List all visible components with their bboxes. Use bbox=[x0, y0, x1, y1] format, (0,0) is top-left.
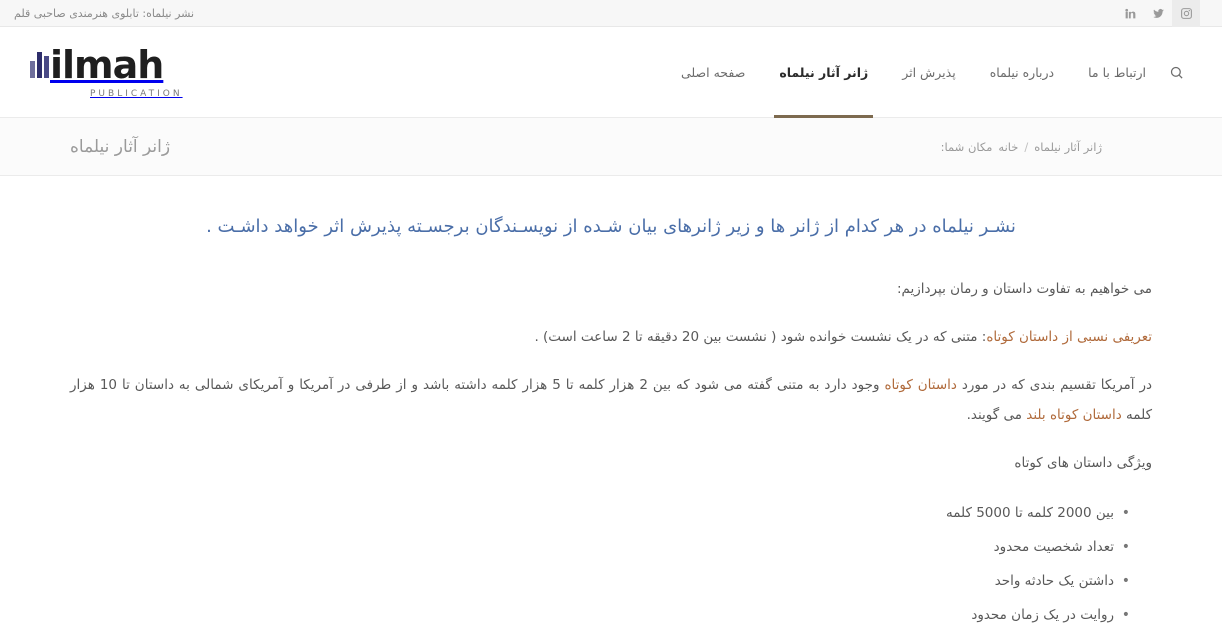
breadcrumb-separator: / bbox=[1024, 139, 1029, 154]
nav-item-submission[interactable]: پذیرش اثر bbox=[902, 64, 956, 80]
list-item: • تعداد شخصیت محدود bbox=[70, 530, 1130, 564]
features-heading: ویژگی داستان های کوتاه bbox=[1014, 455, 1152, 471]
site-logo[interactable] bbox=[30, 42, 283, 99]
list-item: • بین 2000 کلمه تا 5000 کلمه bbox=[70, 496, 1130, 530]
short-story-definition-highlight: تعریفی نسبی از داستان کوتاه bbox=[986, 329, 1152, 345]
nav-item-home[interactable]: صفحه اصلی bbox=[680, 64, 746, 80]
lead-paragraph: نشـر نیلماه در هر کدام از ژانر ها و زیر ژانرهای بیان شـده از نویسـندگان برجسـته پذیرش اثر خواهد داشـت . bbox=[206, 216, 1016, 237]
site-header bbox=[0, 27, 1222, 118]
short-story-definition-paragraph bbox=[70, 322, 1152, 352]
search-icon[interactable] bbox=[1163, 27, 1198, 118]
nav-item-genres[interactable]: ژانر آثار نیلماه bbox=[762, 27, 885, 118]
logo-subtitle: PUBLICATION bbox=[90, 88, 183, 99]
site-tagline: نشر نیلماه: تابلوی هنرمندی صاحبی قلم bbox=[14, 6, 195, 20]
us-classification-part-b: وجود دارد به متنی گفته می شود که بین 2 هزار کلمه تا 5 هزار کلمه داشته باشد و از طرفی در آمریکا و آمریکای شمالی به داستان تا 10 هزار کلمه bbox=[70, 377, 1152, 423]
breadcrumb-current: ژانر آثار نیلماه bbox=[1034, 139, 1102, 154]
logo-wordmark: ilmah bbox=[50, 42, 164, 87]
breadcrumb-label: مکان شما: bbox=[940, 139, 993, 154]
list-item: • روایت در یک زمان محدود bbox=[70, 598, 1130, 632]
page-title: ژانر آثار نیلماه bbox=[70, 136, 171, 157]
short-story-term-highlight: داستان کوتاه bbox=[884, 377, 957, 393]
breadcrumb bbox=[941, 140, 1198, 154]
twitter-icon[interactable] bbox=[1144, 0, 1172, 27]
us-classification-part-a: در آمریکا تقسیم بندی که در مورد bbox=[956, 377, 1153, 393]
logo-mark-icon bbox=[30, 52, 49, 78]
linkedin-icon[interactable] bbox=[1116, 0, 1144, 27]
us-classification-paragraph bbox=[70, 370, 1152, 430]
social-links bbox=[1116, 0, 1200, 27]
list-item: • داشتن یک حادثه واحد bbox=[70, 564, 1130, 598]
long-short-story-term-highlight: داستان کوتاه بلند bbox=[1026, 407, 1122, 423]
short-story-definition-rest: : متنی که در یک نشست خوانده شود ( نشست بین 20 دقیقه تا 2 ساعت است) . bbox=[534, 329, 987, 345]
page-title-bar bbox=[0, 118, 1222, 176]
breadcrumb-home-link[interactable]: خانه bbox=[998, 139, 1019, 154]
main-navigation bbox=[664, 27, 1198, 118]
instagram-icon[interactable] bbox=[1172, 0, 1200, 27]
top-utility-bar bbox=[0, 0, 1222, 27]
features-list bbox=[70, 496, 1152, 632]
nav-item-contact[interactable]: ارتباط با ما bbox=[1088, 64, 1146, 80]
us-classification-part-c: می گویند. bbox=[966, 407, 1027, 423]
nav-item-about[interactable]: درباره نیلماه bbox=[989, 64, 1055, 80]
intro-paragraph: می خواهیم به تفاوت داستان و رمان بپردازیم: bbox=[896, 281, 1152, 297]
page-content bbox=[0, 176, 1222, 632]
